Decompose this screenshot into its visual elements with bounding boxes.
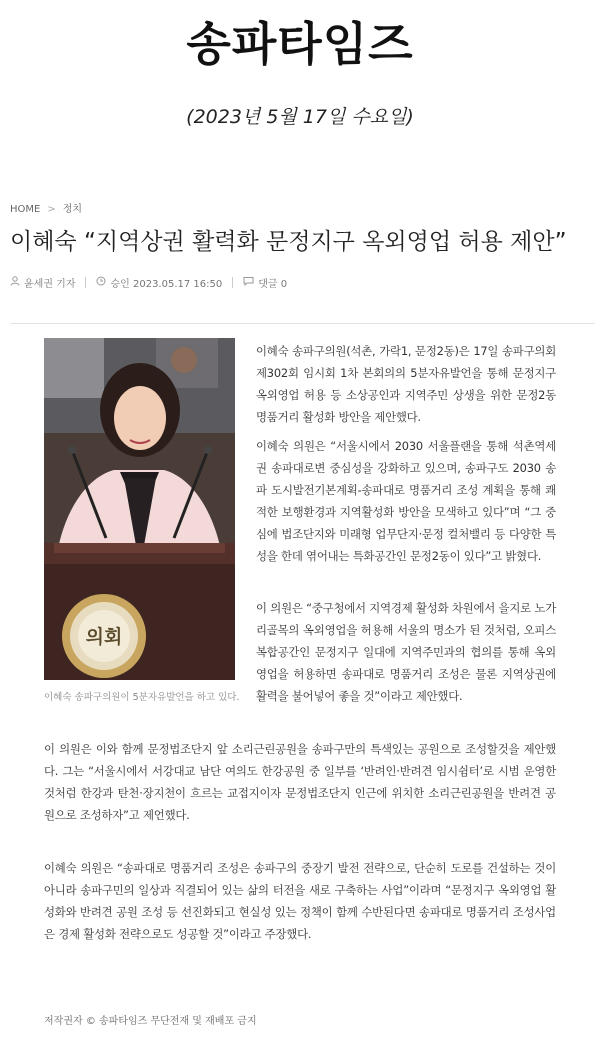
plaque-text: 의회 — [85, 626, 123, 648]
breadcrumb — [10, 200, 82, 215]
article-paragraph: 이 의원은 “중구청에서 지역경제 활성화 차원에서 을지로 노가리골목의 옥외영업을 허용해 서울의 명소가 된 것처럼, 오피스 복합공간인 문정지구 일대에 지역주민과의 협의를 통해 옥외영업을 허용하면 송파대로 명품거리 조성은 물론 지역상권에 활력을 불어넣어 좋을 것”이라고 제안했다. — [256, 601, 556, 703]
breadcrumb-separator-icon: > — [47, 204, 56, 215]
article-approved-time: 승인 2023.05.17 16:50 — [110, 279, 223, 290]
article-author[interactable]: 윤세권 기자 — [24, 279, 76, 290]
header-divider — [10, 323, 595, 324]
meta-divider — [85, 277, 86, 288]
article-photo — [44, 338, 235, 680]
article-comments[interactable]: 댓글 0 — [258, 279, 288, 290]
article-paragraph: 이혜숙 의원은 “서울시에서 2030 서울플랜을 통해 석촌역세권 송파대로변 중심성을 강화하고 있으며, 송파구도 2030 송파 도시발전기본계획-송파대로 명품거리 조성 계획을 통해 쾌적한 보행환경과 지역활성화 방안을 모색하고 있다”며 “그 중심에 법조단지와 미래형 업무단지·문정 컬처밸리 등 다양한 특성을 한데 엮어내는 특화공간인 문정2동이 있다”고 밝혔다. — [256, 439, 556, 563]
breadcrumb-home[interactable]: HOME — [10, 204, 41, 215]
comment-icon — [243, 276, 254, 289]
publication-date: (2023년 5월 17일 수요일) — [186, 106, 414, 128]
article-headline: 이혜숙 “지역상권 활력화 문정지구 옥외영업 허용 제안” — [10, 229, 567, 255]
article-paragraph: 이 의원은 이와 함께 문정법조단지 앞 소리근린공원을 송파구만의 특색있는 공원으로 조성할것을 제안했다. 그는 “서울시에서 서강대교 남단 여의도 한강공원 중 일부를 ‘반려인·반려견 임시쉼터’로 시범 운영한 것처럼 한강과 탄천·장지천이 흐르는 교접지이자 문정법조단지 인근에 위치한 소리근린공원을 반려견 공원으로 조성하자”고 제언했다. — [44, 742, 556, 822]
clock-icon — [96, 276, 106, 289]
article-meta — [10, 275, 287, 290]
article-paragraph: 이혜숙 송파구의원(석촌, 가락1, 문정2동)은 17일 송파구의회 제302회 임시회 1차 본회의의 5분자유발언을 통해 문정지구 옥외영업 허용 등 소상공인과 지역주민 상생을 위한 문정2동 명품거리 활성화 방안을 제안했다. — [256, 344, 556, 424]
meta-divider — [232, 277, 233, 288]
breadcrumb-section[interactable]: 정치 — [62, 204, 83, 215]
user-icon — [10, 276, 20, 289]
article-paragraph: 이혜숙 의원은 “송파대로 명품거리 조성은 송파구의 중장기 발전 전략으로, 단순히 도로를 건설하는 것이 아니라 송파구민의 일상과 직결되어 있는 삶의 터전을 새로 구축하는 사업”이라며 “문정지구 옥외영업 활성화와 반려견 공원 조성 등 선진화되고 현실성 있는 정책이 함께 수반된다면 송파대로 명품거리 조성사업은 경제 활성화 전략으로도 성공할 것”이라고 주장했다. — [44, 861, 556, 941]
newspaper-masthead: 송파타임즈 — [186, 17, 414, 71]
copyright-notice: 저작권자 © 송파타임즈 무단전재 및 재배포 금지 — [44, 1016, 257, 1027]
photo-caption: 이혜숙 송파구의원이 5분자유발언을 하고 있다. — [44, 692, 240, 703]
